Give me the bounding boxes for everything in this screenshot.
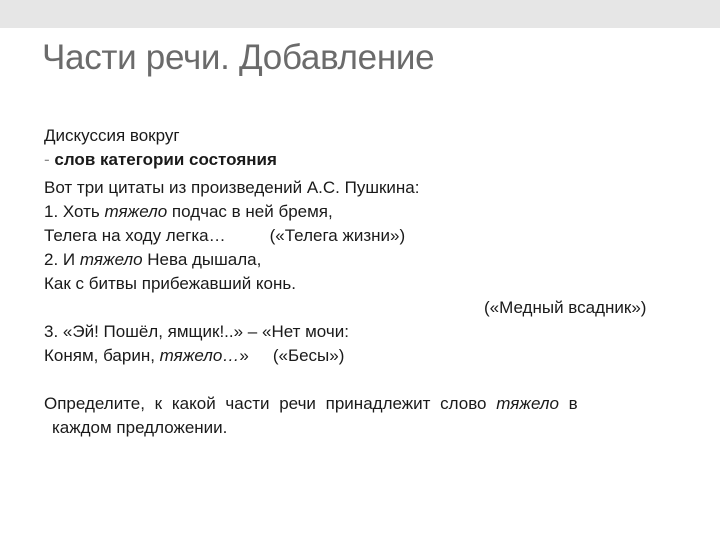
question-line-1 (44, 392, 674, 416)
quote2-prefix: 2. И (44, 250, 80, 269)
question-paragraph (44, 392, 674, 440)
quote1-line2 (44, 224, 646, 248)
quote3-source: («Бесы») (272, 346, 345, 365)
quote2-source: («Медный всадник») (484, 298, 647, 317)
subtitle-line-2 (44, 148, 277, 172)
question-prefix: Определите, к какой части речи принадлежит слово (44, 394, 497, 413)
quotes-block (44, 176, 646, 368)
quote1-source: («Телега жизни») (269, 226, 406, 245)
subtitle-line-1: Дискуссия вокруг (44, 126, 180, 145)
quote3-italic-word: тяжело… (159, 346, 240, 365)
quote2-suffix: Нева дышала, (142, 250, 262, 269)
quote1-text: Телега на ходу легка… (44, 226, 226, 245)
question-suffix: в (558, 394, 578, 413)
question-italic-word: тяжело (496, 394, 559, 413)
quote3-line2 (44, 344, 646, 368)
subtitle-bold-text: слов категории состояния (54, 150, 277, 169)
quote3-line1: 3. «Эй! Пошёл, ямщик!..» – «Нет мочи: (44, 322, 349, 341)
question-line-2: каждом предложении. (52, 418, 228, 437)
slide-title: Части речи. Добавление (42, 38, 435, 77)
dash-bullet: - (44, 150, 50, 169)
top-bar (0, 0, 720, 28)
intro-line: Вот три цитаты из произведений А.С. Пушкина: (44, 178, 420, 197)
quote1-line1 (44, 200, 646, 224)
quote1-italic-word: тяжело (104, 202, 168, 221)
quote2-line1 (44, 248, 646, 272)
quote3-prefix: Коням, барин, (44, 346, 160, 365)
quote3-suffix: » (239, 346, 249, 365)
quote2-line2: Как с битвы прибежавший конь. (44, 274, 296, 293)
quote1-suffix: подчас в ней бремя, (167, 202, 333, 221)
quote1-prefix: 1. Хоть (44, 202, 105, 221)
quote2-italic-word: тяжело (79, 250, 143, 269)
